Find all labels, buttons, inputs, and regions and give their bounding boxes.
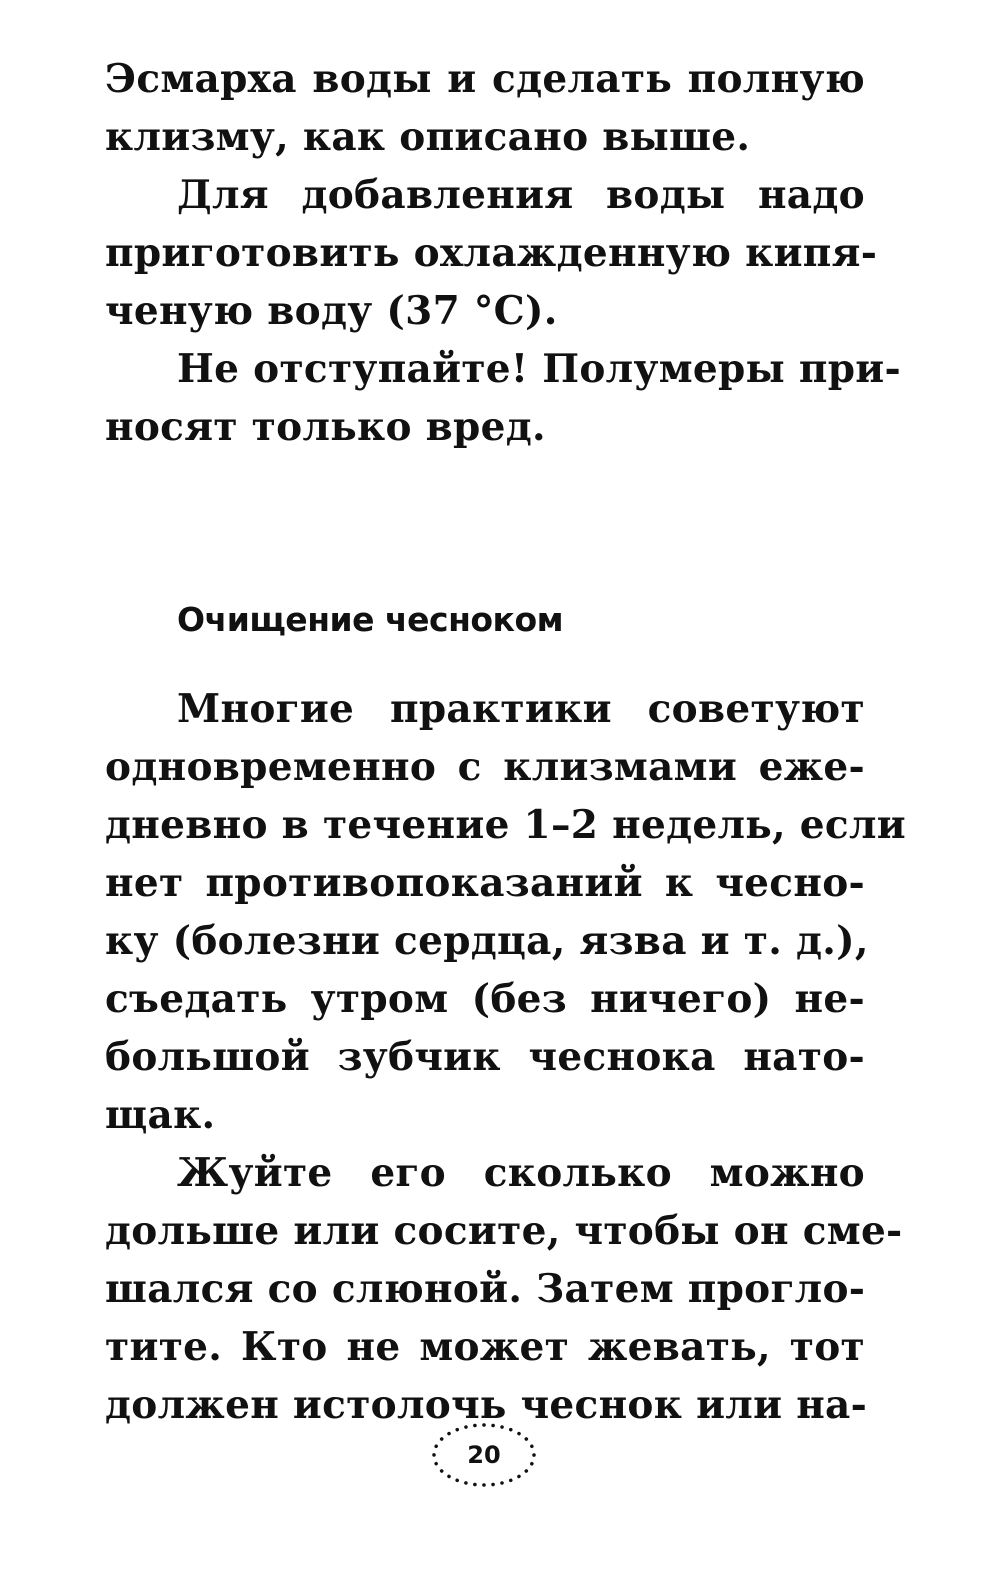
text-line: большой зубчик чеснока нато- xyxy=(105,1034,865,1080)
text-line: нет противопоказаний к чесно- xyxy=(105,860,865,906)
text-line: дневно в течение 1–2 недель, если xyxy=(105,802,906,848)
section-heading: Очищение чесноком xyxy=(177,600,564,639)
text-line: приготовить охлажденную кипя- xyxy=(105,230,878,276)
text-line: Для добавления воды надо xyxy=(177,172,865,218)
text-line: тите. Кто не может жевать, тот xyxy=(105,1324,865,1370)
text-line: щак. xyxy=(105,1092,216,1138)
text-line: клизму, как описано выше. xyxy=(105,114,751,160)
text-line: ку (болезни сердца, язва и т. д.), xyxy=(105,918,869,964)
text-line: ченую воду (37 °С). xyxy=(105,288,558,334)
text-line: Не отступайте! Полумеры при- xyxy=(177,346,901,392)
text-line: шался со слюной. Затем прогло- xyxy=(105,1266,866,1312)
text-line: носят только вред. xyxy=(105,404,546,450)
page-number-badge xyxy=(428,1420,540,1490)
text-line: должен истолочь чеснок или на- xyxy=(105,1382,868,1428)
text-line: Жуйте его сколько можно xyxy=(177,1150,865,1196)
text-line: Многие практики советуют xyxy=(177,686,865,732)
text-line: Эсмарха воды и сделать полную xyxy=(105,56,865,102)
text-line: дольше или сосите, чтобы он сме- xyxy=(105,1208,903,1254)
text-line: съедать утром (без ничего) не- xyxy=(105,976,865,1022)
text-line: одновременно с клизмами еже- xyxy=(105,744,865,790)
page-number: 20 xyxy=(467,1441,501,1469)
